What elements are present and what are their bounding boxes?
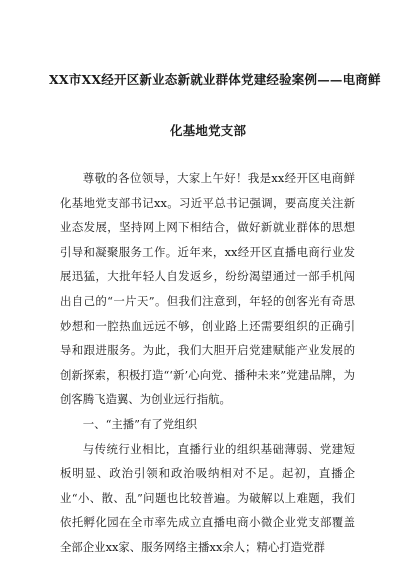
paragraph-section-1: 与传统行业相比，直播行业的组织基础薄弱、党建短板明显、政治引领和政治吸纳相对不足。起初，直播企业“小、散、乱”问题也比较普遍。为破解以上难题，我们依托孵化园在全市率先成立直播电商小微企业党支部覆盖全部企业xx家、服务网络主播xx余人；精心打造党群 [60, 441, 355, 554]
document-title-line-2: 化基地党支部 [170, 123, 247, 138]
document-body [60, 166, 355, 560]
document-title-line-1: XX市XX经开区新业态新就业群体党建经验案例——电商鲜 [49, 72, 381, 87]
paragraph-opening: 尊敬的各位领导，大家上午好！我是xx经开区电商鲜化基地党支部书记xx。习近平总书记强调，要高度关注新业态发展，坚持网上网下相结合，做好新就业群体的思想引导和凝聚服务工作。近年来，xx经开区直播电商行业发展迅猛，大批年轻人自发返乡，纷纷渴望通过一部手机闯出自己的“一片天”。但我们注意到，年轻的创客光有奇思妙想和一腔热血远远不够，创业路上还需要组织的正确引导和跟进服务。为此，我们大胆开启党建赋能产业发展的创新探索，积极打造“‘新’心向党、播种未来”党建品牌，为创客腾飞造翼、为创业远行指航。 [60, 171, 355, 407]
section-heading-1: 一、“主播”有了党组织 [82, 416, 197, 431]
